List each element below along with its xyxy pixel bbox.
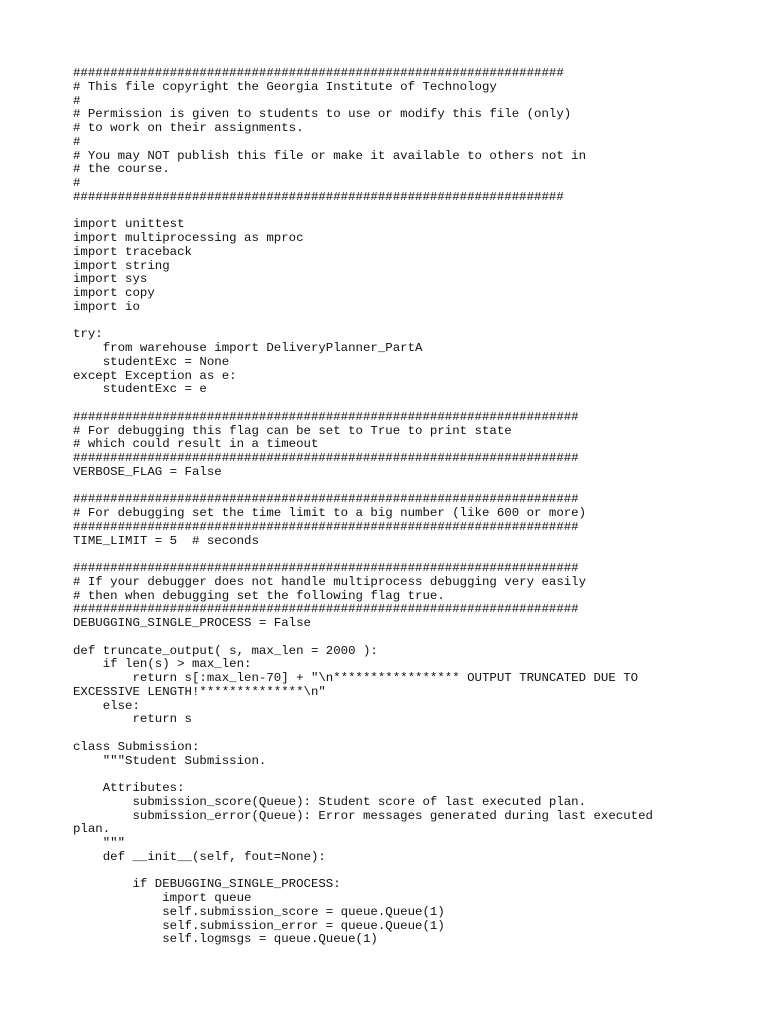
code-line [73, 548, 653, 562]
code-line: Attributes: [73, 781, 185, 795]
code-line: submission_score(Queue): Student score of last executed plan. [73, 794, 587, 809]
code-line: def __init__(self, fout=None): [73, 849, 326, 864]
code-line [73, 727, 653, 741]
code-line: plan. [73, 822, 111, 837]
code-line: return s[:max_len-70] + "\n***************** OUTPUT TRUNCATED DUE TO [73, 671, 639, 685]
code-line [73, 315, 653, 329]
code-line: #################################################################### [73, 602, 579, 617]
code-line: except Exception as e: [73, 368, 237, 383]
code-line: studentExc = e [73, 382, 207, 397]
code-line: TIME_LIMIT = 5 # seconds [73, 533, 259, 548]
code-line [73, 865, 653, 879]
code-line: # the course. [73, 162, 170, 177]
code-line: # You may NOT publish this file or make it available to others not in [73, 148, 587, 163]
code-line: import traceback [73, 244, 192, 259]
code-line: # [73, 176, 81, 190]
code-line: VERBOSE_FLAG = False [73, 464, 222, 479]
code-line: # For debugging set the time limit to a big number (like 600 or more) [73, 506, 587, 520]
code-line: return s [73, 712, 192, 727]
code-line: # Permission is given to students to use or modify this file (only) [73, 107, 572, 122]
code-line: ################################################################## [73, 66, 564, 80]
code-line: submission_error(Queue): Error messages generated during last executed [73, 808, 653, 823]
code-line: DEBUGGING_SINGLE_PROCESS = False [73, 616, 311, 630]
code-line [73, 205, 653, 219]
code-line: # then when debugging set the following flag true. [73, 588, 445, 603]
code-line: #################################################################### [73, 451, 579, 465]
code-line: self.logmsgs = queue.Queue(1) [73, 932, 378, 947]
code-line: # [73, 93, 81, 108]
code-line [73, 397, 653, 411]
code-line: import copy [73, 286, 155, 300]
code-line [73, 631, 653, 645]
code-line: #################################################################### [73, 561, 579, 575]
code-line: import multiprocessing as mproc [73, 231, 304, 245]
code-line: def truncate_output( s, max_len = 2000 ): [73, 643, 378, 658]
code-line: import queue [73, 891, 252, 905]
code-line: # which could result in a timeout [73, 437, 319, 452]
code-line: else: [73, 698, 140, 713]
code-listing [73, 67, 653, 947]
code-line: # [73, 134, 81, 149]
code-line: self.submission_error = queue.Queue(1) [73, 918, 445, 933]
code-line: ################################################################## [73, 189, 564, 204]
code-line: #################################################################### [73, 519, 579, 534]
code-line: class Submission: [73, 739, 200, 754]
code-line: """ [73, 836, 126, 850]
code-line: #################################################################### [73, 492, 579, 507]
code-line: if DEBUGGING_SINGLE_PROCESS: [73, 877, 341, 892]
code-line: # This file copyright the Georgia Institute of Technology [73, 79, 497, 94]
code-line [73, 768, 653, 782]
code-line: # If your debugger does not handle multiprocess debugging very easily [73, 574, 587, 589]
code-line: """Student Submission. [73, 753, 267, 768]
code-line: #################################################################### [73, 409, 579, 424]
code-line [73, 480, 653, 494]
code-line: if len(s) > max_len: [73, 657, 252, 672]
code-line: import sys [73, 272, 148, 287]
code-line: # to work on their assignments. [73, 121, 304, 135]
code-line: import unittest [73, 217, 185, 232]
code-line: import io [73, 299, 140, 314]
code-line: self.submission_score = queue.Queue(1) [73, 904, 445, 919]
code-line: studentExc = None [73, 354, 230, 369]
code-line: try: [73, 327, 103, 342]
code-line: from warehouse import DeliveryPlanner_PartA [73, 341, 423, 355]
code-line: # For debugging this flag can be set to True to print state [73, 423, 512, 438]
code-line: import string [73, 258, 170, 273]
code-line: EXCESSIVE LENGTH!**************\n" [73, 684, 326, 699]
